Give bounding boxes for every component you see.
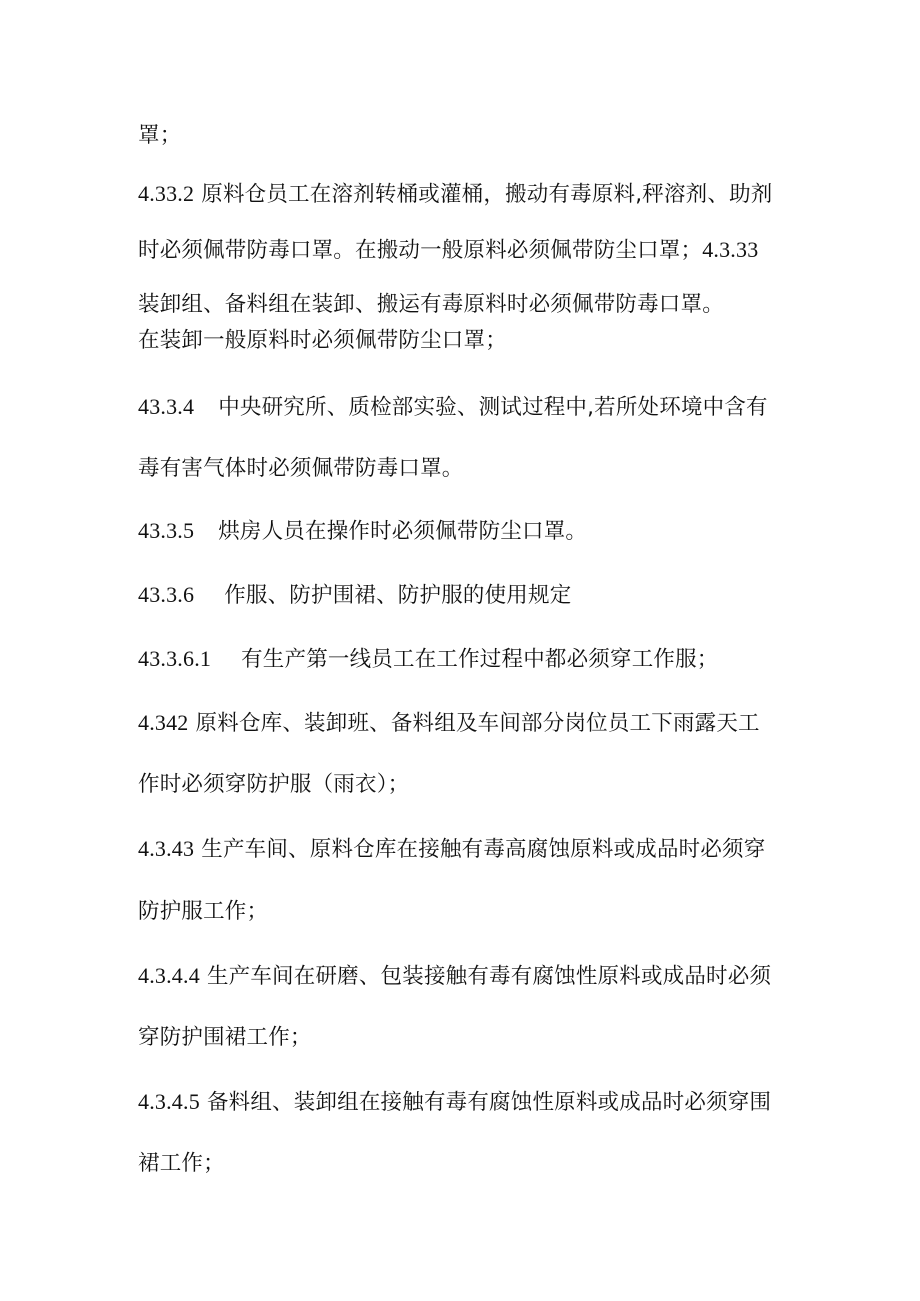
clause-number: 43.3.6 — [138, 582, 195, 607]
text-line — [138, 1088, 771, 1117]
line-text: 时必须佩带防毒口罩。在搬动一般原料必须佩带防尘口罩； — [138, 238, 703, 263]
text-line — [138, 291, 724, 319]
text-line — [138, 327, 507, 355]
line-text: 作时必须穿防护服（雨衣）； — [138, 772, 410, 797]
text-line — [138, 122, 181, 150]
line-text: 穿防护围裙工作； — [138, 1025, 312, 1050]
clause-number: 4.3.4.4 — [138, 963, 200, 988]
text-line — [138, 645, 719, 674]
text-line — [138, 835, 765, 864]
clause-number: 4.33.2 — [138, 181, 195, 206]
clause-number: 4.342 — [138, 710, 189, 735]
line-text: 原料仓员工在溶剂转桶或灌桶，搬动有毒原料,秤溶剂、助剂 — [201, 182, 773, 207]
line-text: 裙工作； — [138, 1151, 225, 1176]
text-line — [138, 236, 758, 265]
line-text: 中央研究所、质检部实验、测试过程中,若所处环境中含有 — [218, 395, 768, 420]
line-text: 罩； — [138, 123, 182, 148]
line-text: 毒有害气体时必须佩带防毒口罩。 — [138, 456, 464, 481]
clause-number: 43.3.6.1 — [138, 646, 212, 671]
text-line — [138, 393, 768, 422]
clause-number: 43.3.4 — [138, 394, 195, 419]
clause-number: 4.3.33 — [702, 237, 759, 262]
line-text: 在装卸一般原料时必须佩带防尘口罩； — [138, 328, 507, 353]
text-line — [138, 962, 771, 991]
line-text: 烘房人员在操作时必须佩带防尘口罩。 — [218, 519, 588, 544]
clause-number: 4.3.4.5 — [138, 1089, 200, 1114]
line-text: 装卸组、备料组在装卸、搬运有毒原料时必须佩带防毒口罩。 — [138, 292, 724, 317]
text-line — [138, 581, 571, 610]
text-line — [138, 898, 268, 926]
text-line — [138, 771, 409, 799]
line-text: 备料组、装卸组在接触有毒有腐蚀性原料或成品时必须穿围 — [206, 1090, 772, 1115]
text-line — [138, 709, 760, 738]
clause-number: 4.3.43 — [138, 836, 195, 861]
line-text: 防护服工作； — [138, 899, 269, 924]
clause-number: 43.3.5 — [138, 518, 195, 543]
text-line — [138, 1024, 312, 1052]
line-text: 原料仓库、装卸班、备料组及车间部分岗位员工下雨露天工 — [195, 711, 760, 736]
text-line — [138, 455, 464, 483]
line-text: 生产车间、原料仓库在接触有毒高腐蚀原料或成品时必须穿 — [201, 837, 766, 862]
line-text: 作服、防护围裙、防护服的使用规定 — [224, 583, 572, 608]
text-line — [138, 1150, 225, 1178]
text-line — [138, 517, 587, 546]
line-text: 生产车间在研磨、包装接触有毒有腐蚀性原料或成品时必须 — [206, 964, 772, 989]
text-line — [138, 180, 773, 209]
line-text: 有生产第一线员工在工作过程中都必须穿工作服； — [241, 647, 719, 672]
